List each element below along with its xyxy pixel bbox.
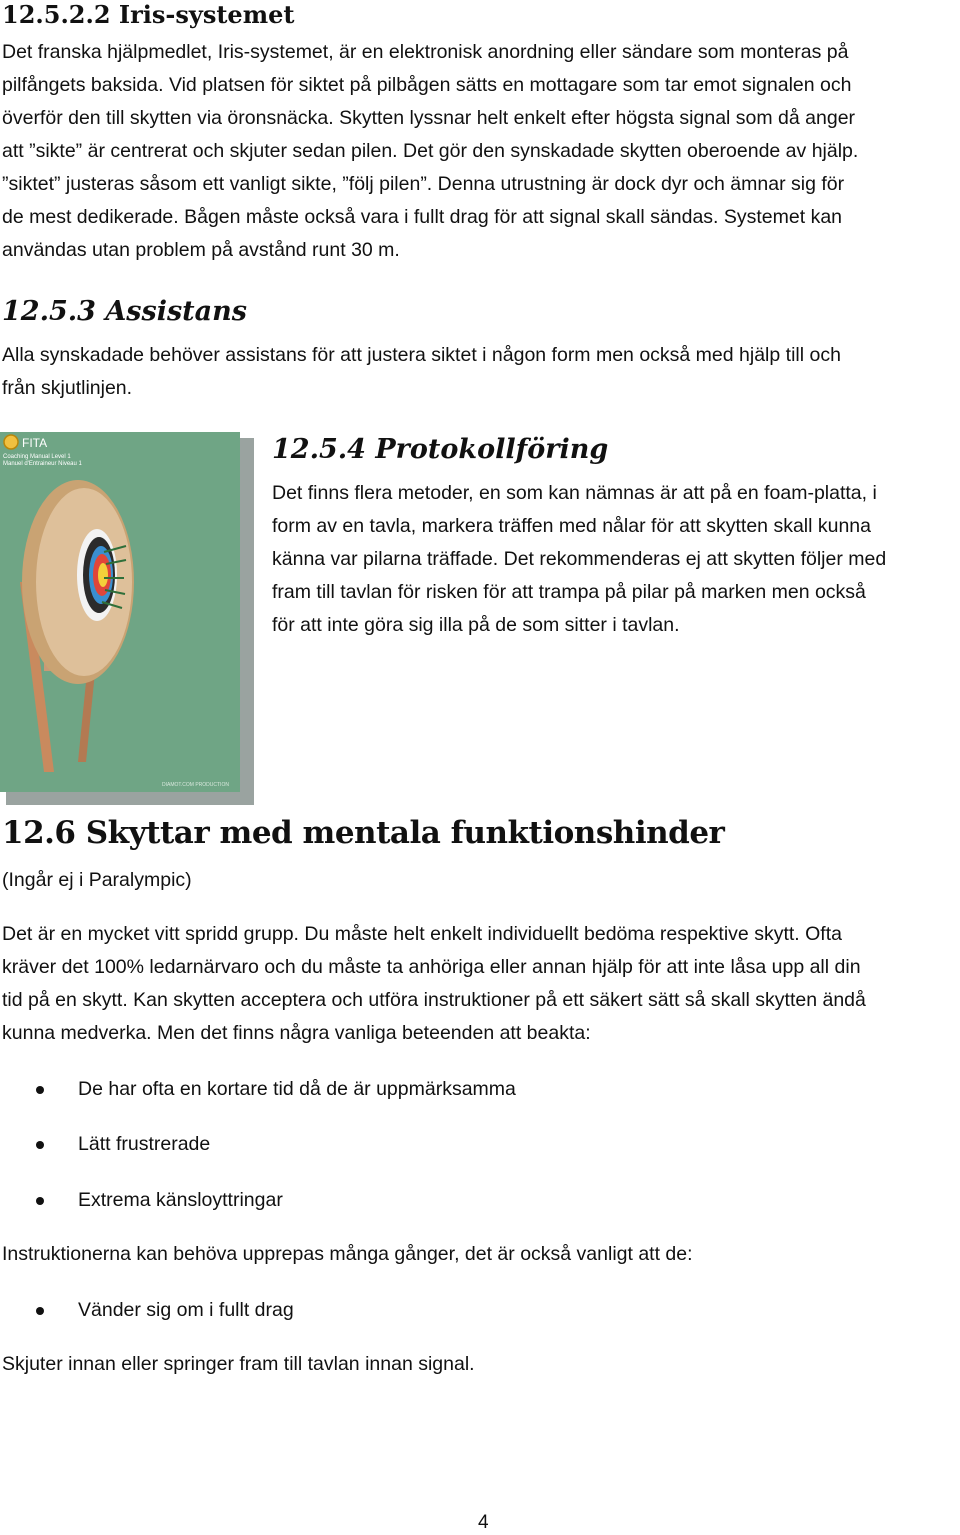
heading-protokollforing: 12.5.4 Protokollföring xyxy=(272,434,609,465)
heading-mentala: 12.6 Skyttar med mentala funktionshinder xyxy=(2,815,725,851)
poster-title-line2: Manuel d'Entraineur Niveau 1 xyxy=(3,461,82,467)
list-item-text: Lätt frustrerade xyxy=(78,1133,211,1155)
text-line: ”siktet” justeras såsom ett vanligt sikte, ”följ pilen”. Denna utrustning är dock dyr och ämnar sig för xyxy=(2,173,845,195)
text-line: form av en tavla, markera träffen med nålar för att skytten skall kunna xyxy=(272,515,871,537)
text-line: överför den till skytten via öronsnäcka. Skytten lyssnar helt enkelt efter högsta signal som då anger xyxy=(2,107,856,129)
text-line: Det franska hjälpmedlet, Iris-systemet, är en elektronisk anordning eller sändare som monteras på xyxy=(2,41,849,63)
poster-logo-text: FITA xyxy=(22,436,48,450)
text-line: tid på en skytt. Kan skytten acceptera och utföra instruktioner på ett säkert sätt så skall skytten ändå xyxy=(2,989,866,1011)
archery-target-poster xyxy=(0,432,254,805)
paragraph-iris xyxy=(2,36,858,267)
text-line: från skjutlinjen. xyxy=(2,377,133,399)
paragraph-mentala xyxy=(2,918,866,1050)
text-line: Alla synskadade behöver assistans för att justera siktet i någon form men också med hjälp till och xyxy=(2,344,841,366)
text-line: kunna medverka. Men det finns några vanliga beteenden att beakta: xyxy=(2,1022,591,1044)
page-number: 4 xyxy=(478,1512,489,1533)
poster-title-line1: Coaching Manual Level 1 xyxy=(3,454,71,460)
text-line: Det är en mycket vitt spridd grupp. Du måste helt enkelt individuellt bedöma respektive skytt. Ofta xyxy=(2,923,842,945)
list-item-text: De har ofta en kortare tid då de är uppmärksamma xyxy=(78,1078,516,1100)
text-line: kräver det 100% ledarnärvaro och du måste ta anhöriga eller annan hjälp för att inte låsa upp all din xyxy=(2,956,861,978)
text-line: känna var pilarna träffade. Det rekommenderas ej att skytten följer med xyxy=(272,548,887,570)
bullet-icon xyxy=(36,1086,44,1094)
text-line: att ”sikte” är centrerat och skjuter sedan pilen. Det gör den synskadade skytten oberoende av hjälp. xyxy=(2,140,859,162)
bullet-icon xyxy=(36,1307,44,1315)
bullet-icon xyxy=(36,1197,44,1205)
instruction-line: Instruktionerna kan behöva upprepas många gånger, det är också vanligt att de: xyxy=(2,1243,693,1265)
heading-iris: 12.5.2.2 Iris-systemet xyxy=(2,0,295,29)
note-paralympic: (Ingår ej i Paralympic) xyxy=(2,869,192,891)
text-line: för att inte göra sig illa på de som sitter i tavlan. xyxy=(272,614,680,636)
heading-assistans: 12.5.3 Assistans xyxy=(2,296,247,327)
closing-line: Skjuter innan eller springer fram till tavlan innan signal. xyxy=(2,1353,475,1375)
list-item-text: Extrema känsloyttringar xyxy=(78,1189,283,1211)
bullet-icon xyxy=(36,1141,44,1149)
text-line: Det finns flera metoder, en som kan nämnas är att på en foam-platta, i xyxy=(272,482,877,504)
text-line: de mest dedikerade. Bågen måste också vara i fullt drag för att signal skall sändas. Systemet kan xyxy=(2,206,843,228)
text-line: pilfångets baksida. Vid platsen för siktet på pilbågen sätts en mottagare som tar emot signalen och xyxy=(2,74,852,96)
fita-logo-icon xyxy=(4,435,18,449)
text-line: användas utan problem på avstånd runt 30 m. xyxy=(2,239,400,261)
paragraph-assistans xyxy=(2,339,841,405)
poster-footer: DIAMOT.COM PRODUCTION xyxy=(162,782,229,788)
text-line: fram till tavlan för risken för att trampa på pilar på marken men också xyxy=(272,581,866,603)
paragraph-protokollforing xyxy=(272,477,886,642)
list-item-text: Vänder sig om i fullt drag xyxy=(78,1299,294,1321)
